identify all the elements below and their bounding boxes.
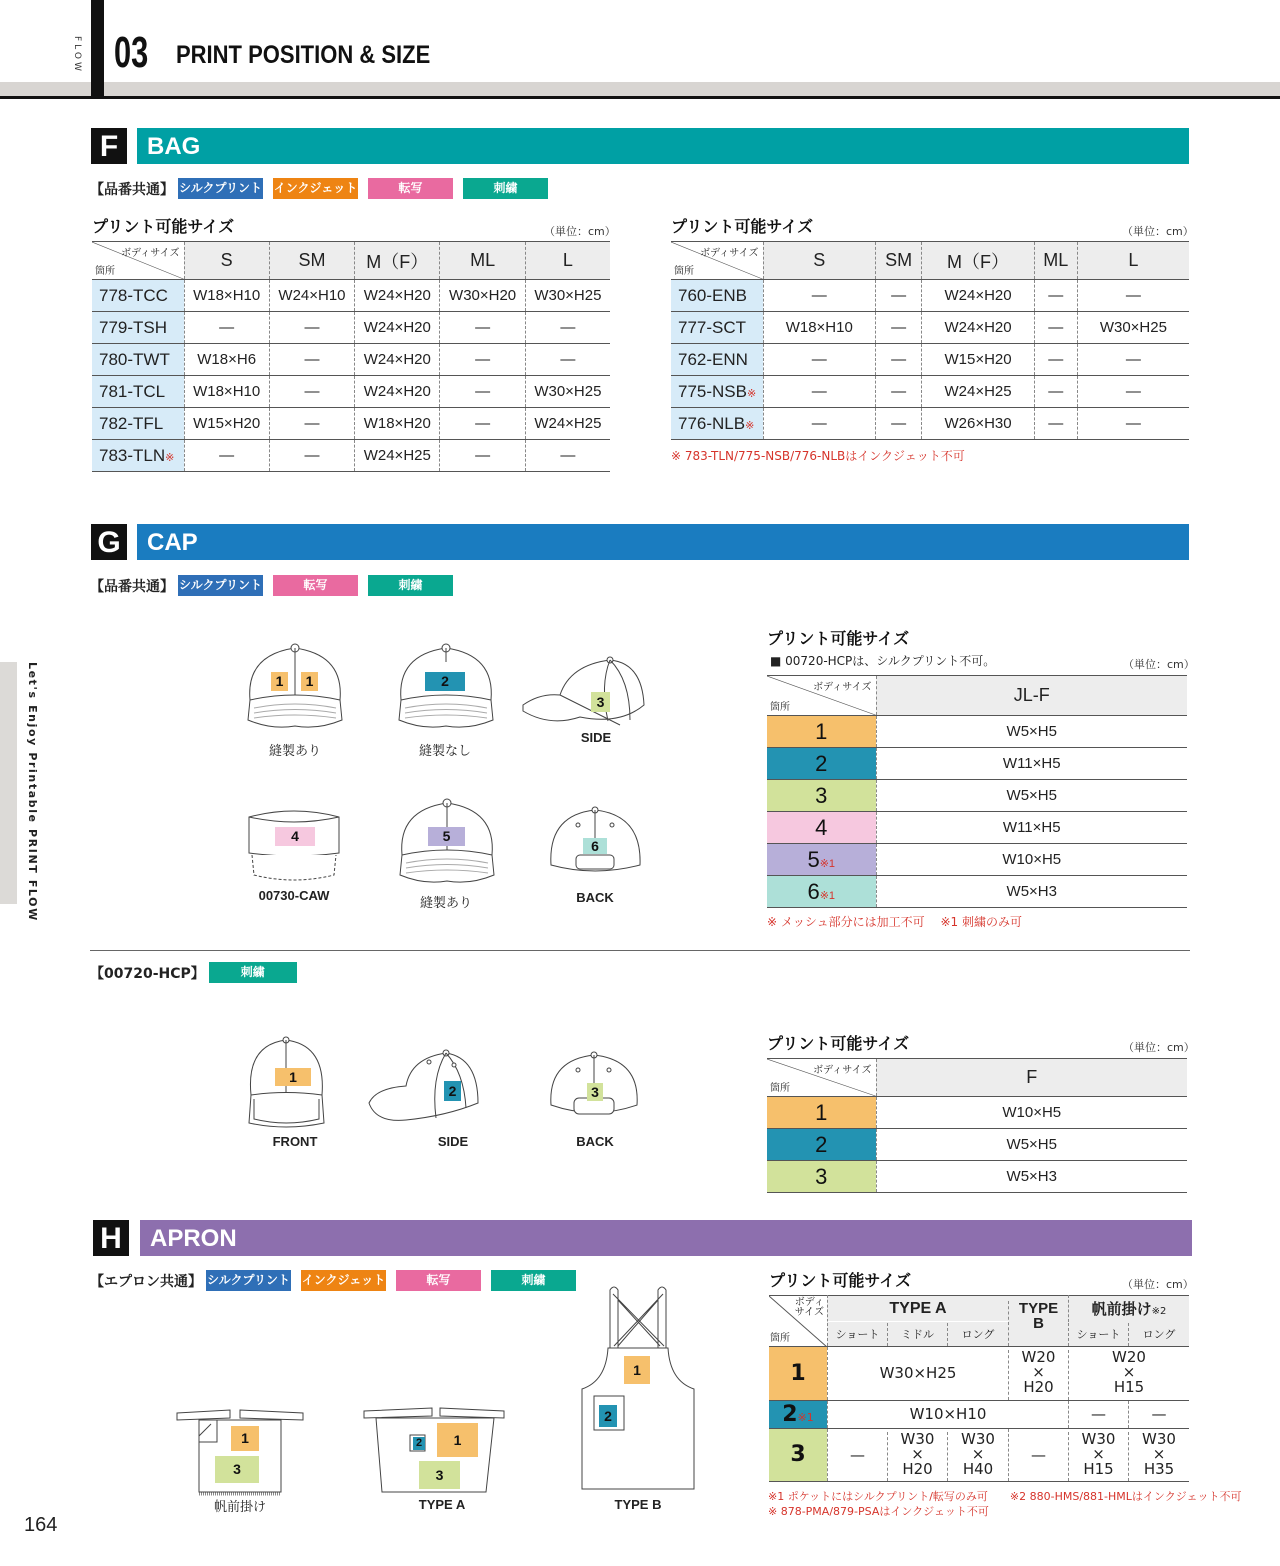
size-value: — [1128,1401,1189,1428]
tag-embroidery: 刺繍 [491,1270,576,1291]
size-value: W30×H25 [525,376,610,408]
diagram-label: 縫製なし [418,744,471,759]
size-value: W24×H10 [269,280,354,312]
type-b-apron-illustration [580,1286,696,1494]
product-code: 776-NLB [678,413,746,433]
size-header: SM [876,242,922,280]
table-row [767,844,1187,876]
product-code-cell [92,440,184,472]
diagram-label: 00730-CAW [258,888,330,903]
apron-table-title: プリント可能サイズ [769,1271,912,1290]
bag-method-tags [90,178,558,199]
table-row [92,440,610,472]
hcp-size-table [767,1058,1187,1193]
section-letter-g: G [91,524,127,560]
body-size-label: ボディ サイズ [794,1297,824,1318]
position-cell [767,1129,876,1161]
size-value: W11×H5 [876,748,1187,780]
bag-right-table-title: プリント可能サイズ [671,217,814,236]
tag-silk: シルクプリント [178,178,263,199]
size-value: — [876,376,922,408]
size-value: W18×H20 [355,408,440,440]
print-position-1: 1 [275,1068,311,1086]
hcp-unit: （単位：cm） [1123,1041,1195,1054]
bag-left-unit: （単位：cm） [544,225,616,238]
bag-right-unit: （単位：cm） [1122,225,1194,238]
cap-method-tags [90,575,463,596]
size-value: W24×H20 [922,280,1035,312]
table-row [767,1097,1187,1129]
tag-transfer: 転写 [273,575,358,596]
position-label: 箇所 [770,1333,790,1344]
table-row [671,280,1189,312]
position-cell [767,844,876,876]
tag-inkjet: インクジェット [301,1270,386,1291]
position-number: 2 [782,1402,798,1427]
table-row [92,312,610,344]
print-position-1: 1 [624,1356,650,1384]
size-value: — [876,344,922,376]
size-value: — [876,280,922,312]
body-size-label: ボディサイズ [121,248,180,259]
position-cell [767,876,876,908]
size-value: — [827,1429,887,1481]
corner-header [769,1295,827,1346]
size-value: — [1068,1401,1128,1428]
size-value: — [763,376,876,408]
size-value: — [763,280,876,312]
product-code-cell [92,280,184,312]
size-value: W20 × H20 [1008,1350,1068,1400]
position-number: 3 [815,782,828,808]
note-mark: ※1 [819,889,836,902]
header-flow-label: FLOW [72,36,82,74]
size-value: — [440,408,525,440]
size-value: W5×H5 [876,1129,1187,1161]
table-row [671,344,1189,376]
size-value: W30 × H35 [1128,1432,1189,1481]
type-a-header: TYPE A [827,1295,1008,1322]
diagram-label: SIDE [580,730,612,745]
subheader-long: ロング [947,1323,1008,1346]
body-size-label: ボディサイズ [700,248,759,259]
bag-left-table [92,241,610,472]
side-tab-text: Let's Enjoy Printable PRINT FLOW [26,662,39,922]
size-value: W15×H20 [184,408,269,440]
hanmae-header [1068,1295,1189,1322]
position-label: 箇所 [770,702,790,713]
table-row [769,1428,1189,1482]
body-size-label: ボディサイズ [813,682,872,693]
table-row [671,376,1189,408]
type-b-header: TYPE B [1008,1301,1068,1346]
tag-label: 【品番共通】 [90,578,174,595]
table-row [92,376,610,408]
position-label: 箇所 [674,266,694,277]
print-position-1: 1 [301,672,318,691]
print-position-2: 2 [413,1437,425,1450]
section-divider [90,950,1190,951]
side-tab [0,662,17,904]
tag-silk: シルクプリント [206,1270,291,1291]
table-row [767,716,1187,748]
product-code: 760-ENB [678,285,747,305]
size-value: — [1077,376,1189,408]
position-cell [767,1097,876,1129]
size-value: — [269,344,354,376]
size-header: ML [1034,242,1077,280]
size-value: — [440,376,525,408]
apron-note-1: ※1 ポケットにはシルクプリント/転写のみ可 ※2 880-HMS/881-HMLはインクジェット不可 [768,1490,1242,1503]
size-value: W24×H20 [355,344,440,376]
product-code-cell [671,344,763,376]
position-number: 5 [807,846,820,872]
section-letter-f: F [91,128,127,164]
diagram-label: SIDE [437,1134,469,1149]
diagram-label: TYPE B [614,1497,662,1512]
position-label: 箇所 [95,266,115,277]
header-rule [0,96,1280,99]
table-row [671,408,1189,440]
diagram-label: TYPE A [418,1497,466,1512]
size-value: — [876,408,922,440]
size-value: W24×H20 [922,312,1035,344]
section-title-apron: APRON [140,1220,1192,1256]
print-position-3: 3 [591,692,610,712]
subheader-short: ショート [1068,1323,1128,1346]
size-value: W15×H20 [922,344,1035,376]
print-position-3: 3 [215,1456,259,1483]
size-value: W24×H25 [922,376,1035,408]
position-number: 1 [815,1099,828,1125]
corner-header [767,676,876,716]
size-value: W10×H5 [876,1097,1187,1129]
product-code: 781-TCL [99,381,166,401]
size-value: — [1034,344,1077,376]
size-value: W24×H20 [355,376,440,408]
cap-table-note: ■ 00720-HCPは、シルクプリント不可。 [770,654,996,668]
print-position-6: 6 [583,838,607,854]
print-position-5: 5 [428,827,465,846]
table-row [769,1400,1189,1428]
table-row [767,1129,1187,1161]
product-code-cell [92,344,184,376]
table-row [92,280,610,312]
subheader-short: ショート [827,1323,887,1346]
diagram-label: FRONT [272,1134,318,1149]
product-code-cell [92,312,184,344]
size-header: S [763,242,876,280]
size-value: — [1077,408,1189,440]
print-position-2: 2 [425,672,465,691]
size-value: — [1008,1429,1068,1481]
page-number: 164 [24,1514,58,1536]
bag-left-table-title: プリント可能サイズ [92,217,235,236]
tag-silk: シルクプリント [178,575,263,596]
product-code-cell [671,408,763,440]
size-value: — [184,440,269,472]
apron-unit: （単位：cm） [1122,1278,1194,1291]
product-code: 762-ENN [678,349,748,369]
position-cell [767,1161,876,1193]
size-value: — [440,440,525,472]
position-number: 1 [815,718,828,744]
table-row [92,408,610,440]
size-value: W24×H25 [525,408,610,440]
size-value: — [1034,312,1077,344]
product-code: 780-TWT [99,349,170,369]
corner-header [767,1059,876,1097]
table-row [767,748,1187,780]
size-header: L [1077,242,1189,280]
apron-size-table [769,1295,1189,1485]
position-number: 2 [815,1131,828,1157]
position-cell [767,716,876,748]
note-mark: ※ [746,387,757,400]
size-value: — [1034,280,1077,312]
cap-unit: （単位：cm） [1123,658,1195,671]
size-value: W5×H3 [876,876,1187,908]
product-code: 777-SCT [678,317,747,337]
size-value: W24×H20 [355,280,440,312]
product-code: 783-TLN [99,445,166,465]
size-value: W5×H5 [876,780,1187,812]
size-value: — [763,344,876,376]
position-cell: 1 [769,1347,827,1400]
size-value: W18×H6 [184,344,269,376]
size-value: — [1034,376,1077,408]
position-number: 2 [815,750,828,776]
note-mark: ※ [745,419,755,432]
size-header: M（F） [355,242,440,280]
cap-note: ※ メッシュ部分には加工不可 ※1 刺繍のみ可 [767,915,1022,929]
print-position-3: 3 [419,1461,460,1489]
size-value: — [269,376,354,408]
diagram-label: BACK [576,890,614,905]
print-position-2: 2 [599,1405,617,1427]
size-value: W30 × H20 [887,1432,947,1481]
cap-size-table [767,675,1187,908]
position-cell [767,748,876,780]
section-title-bag: BAG [137,128,1189,164]
product-code: 779-TSH [99,317,168,337]
tag-embroidery: 刺繍 [463,178,548,199]
table-row [92,344,610,376]
position-label: 箇所 [770,1083,790,1094]
size-value: W18×H10 [184,376,269,408]
size-value: — [269,440,354,472]
size-value: — [1077,280,1189,312]
tag-inkjet: インクジェット [273,178,358,199]
table-row [769,1346,1189,1400]
header-number: 03 [114,28,149,77]
apron-method-tags [90,1270,586,1291]
size-header: L [525,242,610,280]
size-value: W18×H10 [763,312,876,344]
subheader-long: ロング [1128,1323,1189,1346]
note-mark: ※1 [819,857,836,870]
size-value: W30 × H15 [1068,1432,1128,1481]
size-value: W24×H20 [355,312,440,344]
section-letter-h: H [93,1220,129,1256]
product-code-cell [671,280,763,312]
bag-note: ※ 783-TLN/775-NSB/776-NLBはインクジェット不可 [671,449,965,463]
size-value: — [525,344,610,376]
size-value: W10×H10 [827,1401,1068,1428]
section-title-cap: CAP [137,524,1189,560]
product-code-cell [92,408,184,440]
size-value: W5×H5 [876,716,1187,748]
table-row [767,1161,1187,1193]
product-code-cell [671,376,763,408]
tag-embroidery: 刺繍 [209,962,297,983]
page-title: PRINT POSITION & SIZE [176,41,431,69]
position-number: 4 [815,814,828,840]
size-value: — [525,312,610,344]
print-position-1: 1 [231,1426,259,1451]
tag-transfer: 転写 [368,178,453,199]
hcp-table-title: プリント可能サイズ [767,1034,910,1053]
tag-embroidery: 刺繍 [368,575,453,596]
diagram-label: 縫製あり [419,896,472,911]
apron-note-2: ※ 878-PMA/879-PSAはインクジェット不可 [768,1505,989,1518]
size-header: S [184,242,269,280]
size-value: W20 × H15 [1068,1350,1189,1400]
note-mark: ※ [165,451,175,464]
tag-transfer: 転写 [396,1270,481,1291]
note-mark: ※2 [1151,1306,1167,1317]
print-position-2: 2 [444,1081,461,1101]
hanmae-label: 帆前掛け [1091,1300,1152,1318]
table-row [767,812,1187,844]
table-row [767,780,1187,812]
hcp-side-illustration [366,1048,486,1124]
size-header: JL-F [876,676,1187,716]
hcp-method-tags [90,962,307,983]
size-value: — [440,312,525,344]
table-row [671,312,1189,344]
header-band [0,82,1280,97]
table-row [767,876,1187,908]
print-position-4: 4 [275,827,315,846]
position-cell [769,1401,827,1428]
position-number: 3 [815,1163,828,1189]
tag-label: 【エプロン共通】 [90,1273,202,1290]
cap-side-illustration [520,655,650,730]
size-value: — [1077,344,1189,376]
size-value: — [440,344,525,376]
size-value: W11×H5 [876,812,1187,844]
size-value: — [269,312,354,344]
size-value: W18×H10 [184,280,269,312]
product-code: 775-NSB [678,381,747,401]
size-value: W26×H30 [922,408,1035,440]
diagram-label: BACK [576,1134,614,1149]
size-header: F [876,1059,1187,1097]
product-code: 782-TFL [99,413,164,433]
size-value: — [876,312,922,344]
size-value: W30×H20 [440,280,525,312]
size-value: W30×H25 [1077,312,1189,344]
corner-header [92,242,184,280]
size-value: W24×H25 [355,440,440,472]
corner-header [671,242,763,280]
position-number: 6 [807,878,820,904]
size-value: — [763,408,876,440]
tag-label: 【00720-HCP】 [90,965,205,982]
size-value: W5×H3 [876,1161,1187,1193]
position-cell [767,812,876,844]
size-value: W10×H5 [876,844,1187,876]
product-code-cell [92,376,184,408]
product-code: 778-TCC [99,285,168,305]
position-cell [767,780,876,812]
print-position-1: 1 [271,672,288,691]
size-value: W30×H25 [525,280,610,312]
note-mark: ※1 [797,1411,814,1424]
print-position-3: 3 [587,1083,603,1101]
bag-right-table [671,241,1189,440]
size-value: W30 × H40 [947,1432,1008,1481]
diagram-label: 縫製あり [268,744,321,759]
cap-front-seam-illustration [240,640,350,740]
tag-label: 【品番共通】 [90,181,174,198]
product-code-cell [671,312,763,344]
size-value: W30×H25 [827,1347,1008,1400]
size-value: — [525,440,610,472]
size-header: SM [269,242,354,280]
size-header: M（F） [922,242,1035,280]
size-value: — [184,312,269,344]
position-cell: 3 [769,1429,827,1481]
size-value: — [1034,408,1077,440]
diagram-label: 帆前掛け [213,1500,266,1515]
hanmae-apron-illustration [175,1408,305,1500]
size-value: — [269,408,354,440]
body-size-label: ボディサイズ [813,1065,872,1076]
print-position-1: 1 [437,1423,478,1457]
header-bar [91,0,104,99]
cap-table-title: プリント可能サイズ [767,629,910,648]
size-header: ML [440,242,525,280]
subheader-middle: ミドル [887,1323,947,1346]
